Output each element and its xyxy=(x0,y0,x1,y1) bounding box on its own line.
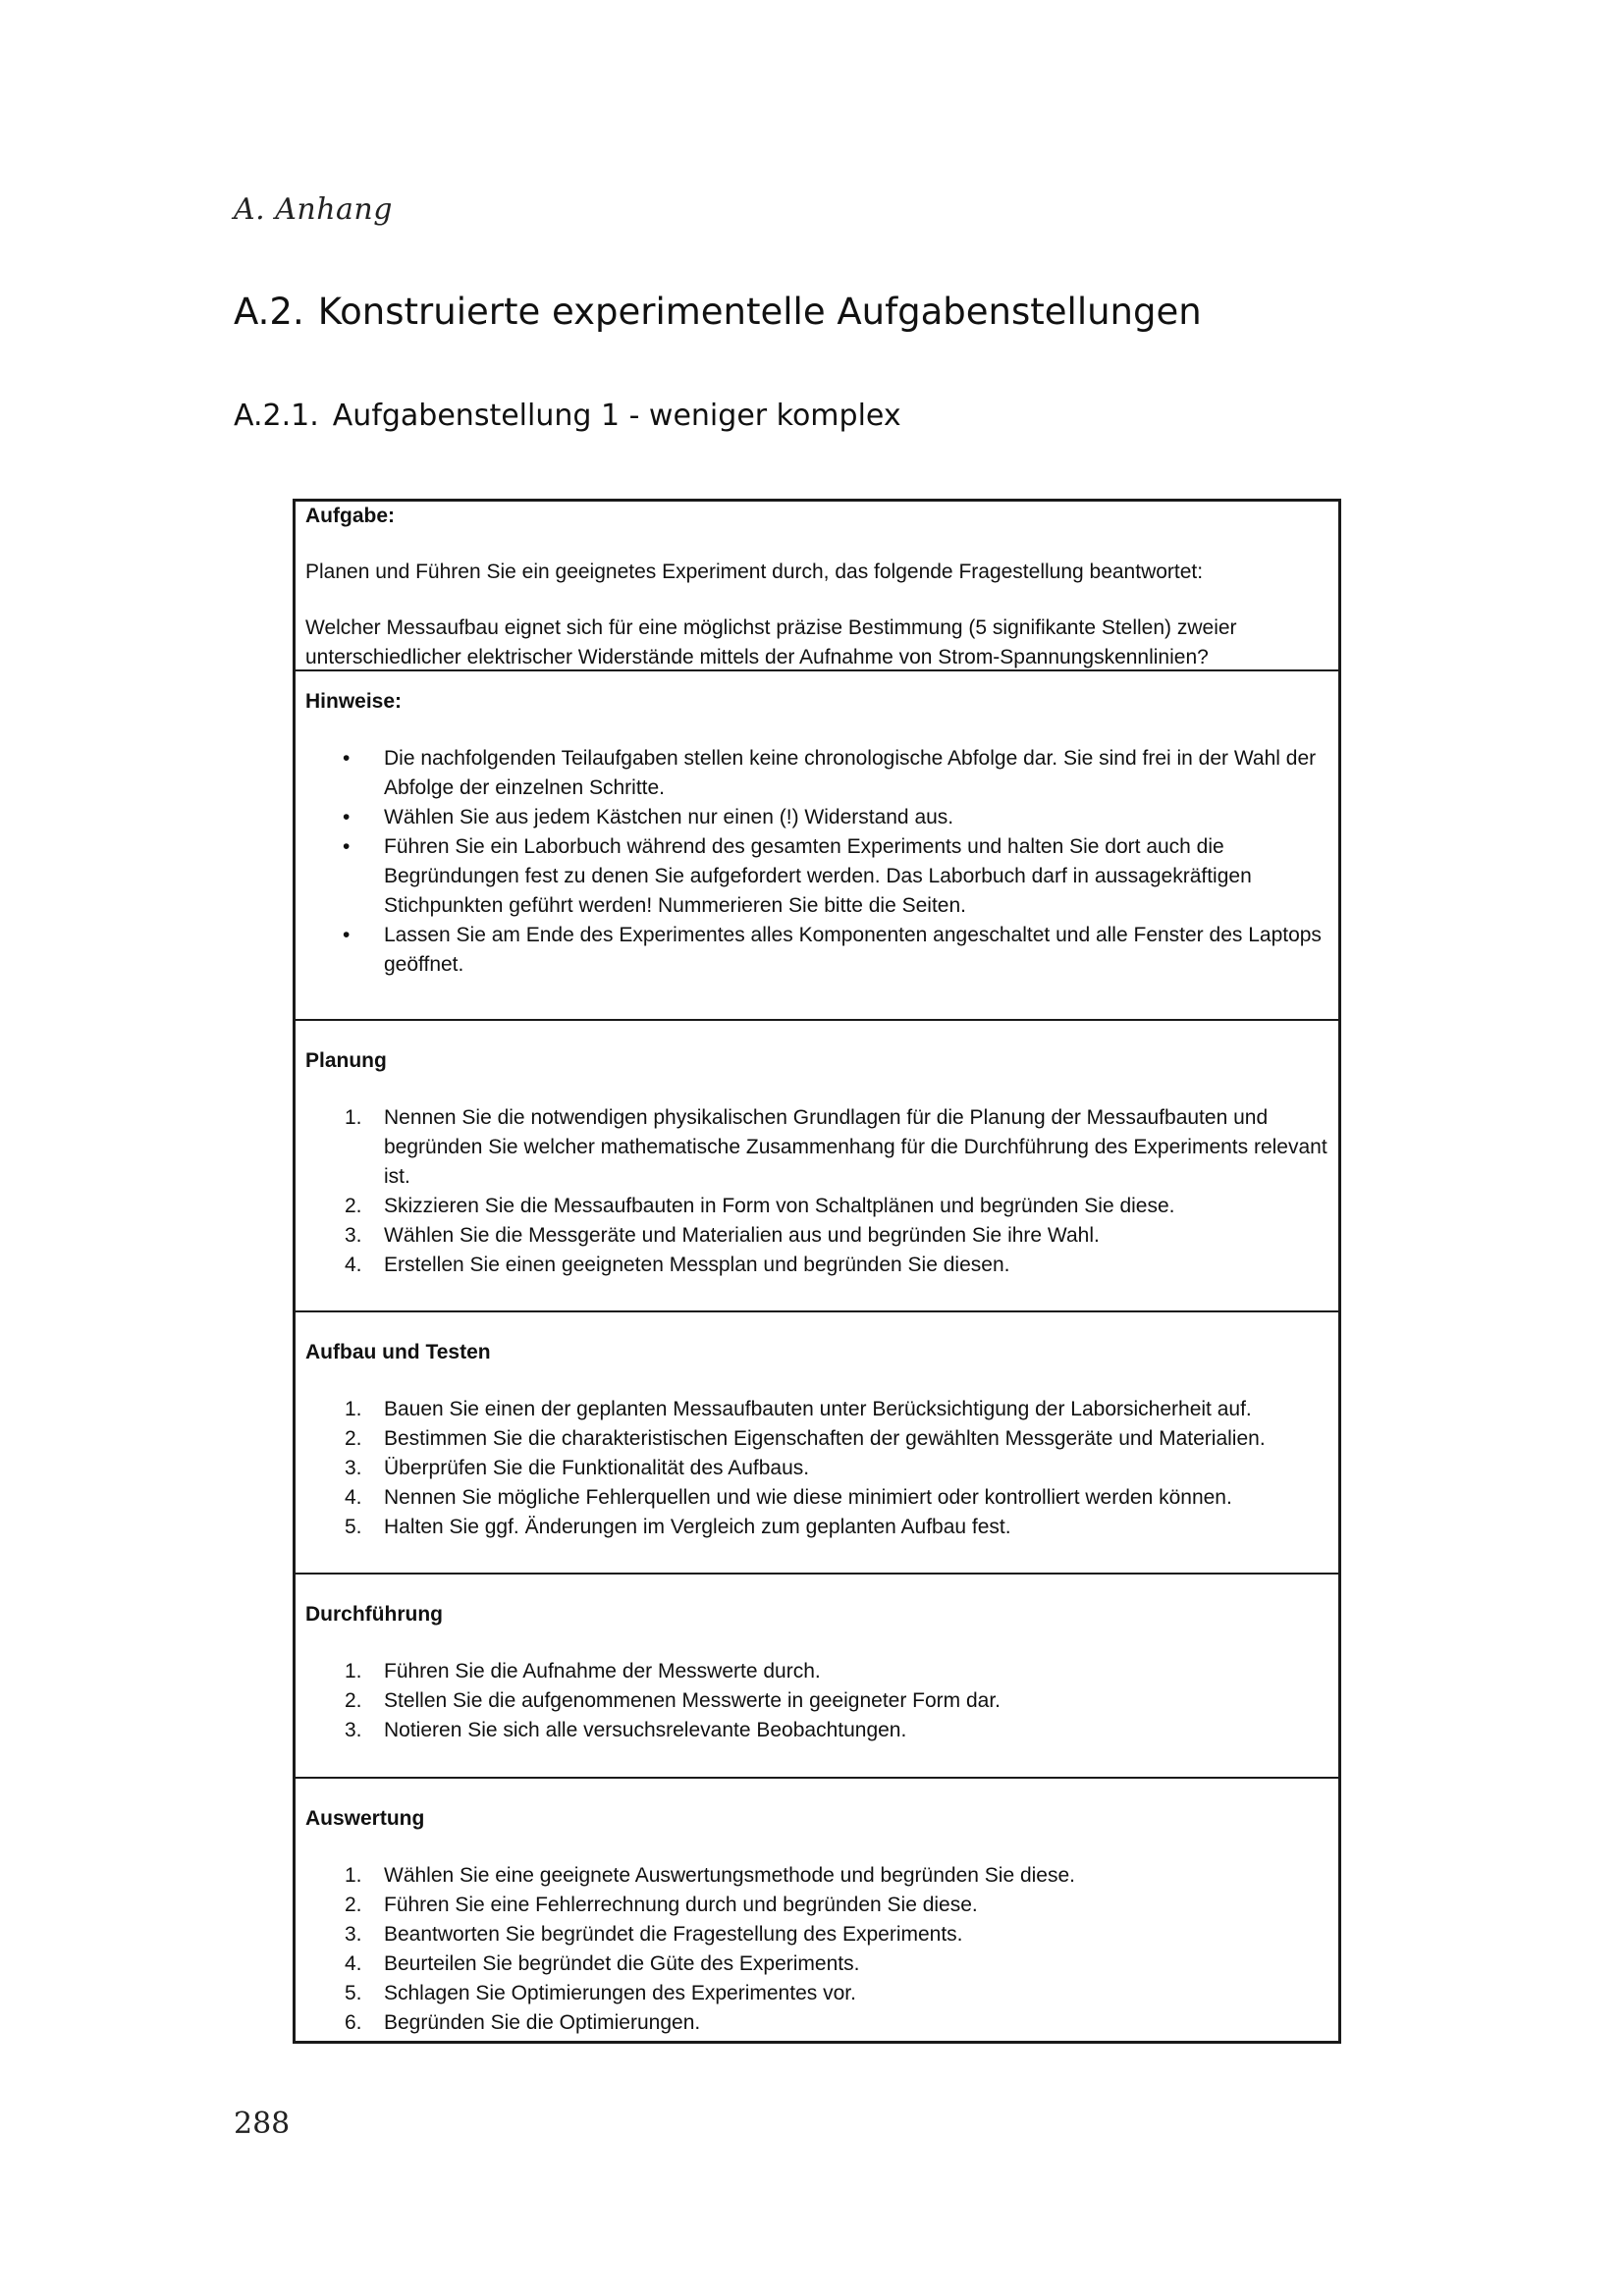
aufgabe-intro: Planen und Führen Sie ein geeignetes Experiment durch, das folgende Fragestellung beantwortet: xyxy=(305,561,1204,583)
list-item: 4. Beurteilen Sie begründet die Güte des Experiments. xyxy=(345,1952,860,1975)
list-item: 2. Stellen Sie die aufgenommenen Messwerte in geeigneter Form dar. xyxy=(345,1689,1001,1712)
hinweise-section xyxy=(296,671,1338,1021)
list-item: • Die nachfolgenden Teilaufgaben stellen keine chronologische Abfolge dar. Sie sind frei in der Wahl der Abfolge der einzelnen Schritte. xyxy=(305,744,1328,803)
subsection-number: A.2.1. xyxy=(234,399,319,433)
list-item: 5. Halten Sie ggf. Änderungen im Vergleich zum geplanten Aufbau fest. xyxy=(345,1516,1011,1538)
list-item: 5. Schlagen Sie Optimierungen des Experimentes vor. xyxy=(345,1982,856,2004)
bullet-icon: • xyxy=(343,924,351,946)
list-item: 3. Beantworten Sie begründet die Fragestellung des Experiments. xyxy=(345,1923,963,1946)
list-item: 1. Nennen Sie die notwendigen physikalischen Grundlagen für die Planung der Messaufbauten und begründen Sie welcher mathematische Zusammenhang für die Durchführung des Experiments relevant ist. xyxy=(345,1106,1327,1188)
list-item: 2. Führen Sie eine Fehlerrechnung durch und begründen Sie diese. xyxy=(345,1894,978,1916)
planung-list xyxy=(305,1103,1328,1280)
aufgabe-section xyxy=(296,502,1338,671)
section-title: Konstruierte experimentelle Aufgabenstellungen xyxy=(317,291,1202,333)
planung-title: Planung xyxy=(305,1049,387,1072)
section-number: A.2. xyxy=(234,291,304,333)
bullet-icon: • xyxy=(343,747,351,770)
durchfuehrung-title: Durchführung xyxy=(305,1603,443,1626)
list-item: • Führen Sie ein Laborbuch während des gesamten Experiments und halten Sie dort auch die Begründungen fest zu denen Sie aufgefordert werden. Das Laborbuch darf in aussagekräftigen Stichpunkten geführt werden! Nummerieren Sie bitte die Seiten. xyxy=(305,832,1328,921)
list-item: 4. Nennen Sie mögliche Fehlerquellen und wie diese minimiert oder kontrolliert werden können. xyxy=(345,1486,1232,1509)
bullet-icon: • xyxy=(343,835,351,858)
hinweise-list xyxy=(305,744,1328,980)
auswertung-list xyxy=(305,1861,1328,2038)
auswertung-title: Auswertung xyxy=(305,1807,425,1830)
list-item: 2. Skizzieren Sie die Messaufbauten in Form von Schaltplänen und begründen Sie diese. xyxy=(345,1195,1175,1217)
aufbau-list xyxy=(305,1395,1328,1542)
list-item: • Wählen Sie aus jedem Kästchen nur einen (!) Widerstand aus. xyxy=(305,803,1328,832)
durchfuehrung-section xyxy=(296,1575,1338,1779)
list-item: 4. Erstellen Sie einen geeigneten Messplan und begründen Sie diesen. xyxy=(345,1254,1010,1276)
bullet-icon: • xyxy=(343,806,351,828)
aufbau-section xyxy=(296,1312,1338,1575)
list-item: 2. Bestimmen Sie die charakteristischen Eigenschaften der gewählten Messgeräte und Materialien. xyxy=(345,1427,1266,1450)
planung-section xyxy=(296,1021,1338,1312)
auswertung-section xyxy=(296,1779,1338,2041)
durchfuehrung-list xyxy=(305,1657,1328,1745)
subsection-heading xyxy=(234,399,901,433)
task-box xyxy=(293,499,1341,2044)
list-item: 1. Bauen Sie einen der geplanten Messaufbauten unter Berücksichtigung der Laborsicherheit auf. xyxy=(345,1398,1252,1420)
list-item: 3. Notieren Sie sich alle versuchsrelevante Beobachtungen. xyxy=(345,1719,907,1741)
subsection-title: Aufgabenstellung 1 - weniger komplex xyxy=(332,399,901,433)
list-item: 6. Begründen Sie die Optimierungen. xyxy=(345,2011,701,2034)
aufgabe-title: Aufgabe: xyxy=(305,505,395,527)
list-item: 1. Wählen Sie eine geeignete Auswertungsmethode und begründen Sie diese. xyxy=(345,1864,1076,1887)
list-item: • Lassen Sie am Ende des Experimentes alles Komponenten angeschaltet und alle Fenster des Laptops geöffnet. xyxy=(305,921,1328,980)
hinweise-title: Hinweise: xyxy=(305,690,403,713)
page-number: 288 xyxy=(234,2107,291,2141)
aufbau-title: Aufbau und Testen xyxy=(305,1341,491,1363)
list-item: 3. Überprüfen Sie die Funktionalität des Aufbaus. xyxy=(345,1457,810,1479)
aufgabe-question: Welcher Messaufbau eignet sich für eine möglichst präzise Bestimmung (5 signifikante Stellen) zweier unterschiedlicher elektrischer Widerstände mittels der Aufnahme von Strom-Spannungskennlinien? xyxy=(305,616,1237,668)
section-heading xyxy=(234,291,1202,333)
list-item: 3. Wählen Sie die Messgeräte und Materialien aus und begründen Sie ihre Wahl. xyxy=(345,1224,1100,1247)
list-item: 1. Führen Sie die Aufnahme der Messwerte durch. xyxy=(345,1660,821,1682)
running-head: A. Anhang xyxy=(234,192,393,227)
